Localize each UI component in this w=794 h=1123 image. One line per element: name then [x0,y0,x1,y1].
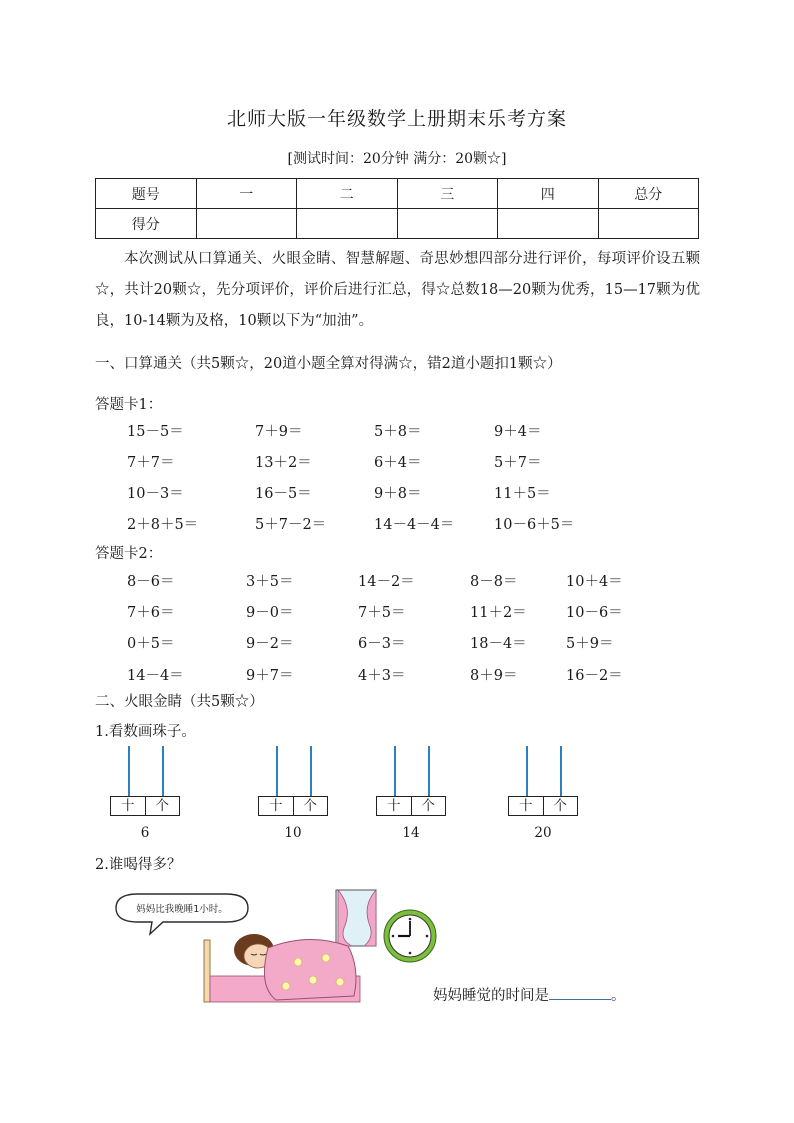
abacus-number: 6 [140,825,150,841]
math-problem: 14－4－4＝ [374,517,455,533]
math-problem: 0＋5＝ [127,636,175,652]
score-cell: 得分 [96,209,197,239]
ones-label: 个 [155,798,169,814]
score-input-cell[interactable] [196,209,297,239]
math-problem: 6＋4＝ [374,455,422,471]
tens-label: 十 [259,797,294,815]
math-problem: 7＋9＝ [255,424,303,440]
ones-rod [428,746,430,796]
score-cell: 二 [297,179,398,209]
math-problem: 3＋5＝ [246,574,294,590]
tens-rod [526,746,528,796]
math-problem: 10＋4＝ [566,574,623,590]
math-problem: 13＋2＝ [255,455,312,471]
ones-rod [560,746,562,796]
math-problem: 6－3＝ [358,636,406,652]
math-problem: 9＋7＝ [246,668,294,684]
score-input-cell[interactable] [297,209,398,239]
score-input-cell[interactable] [397,209,498,239]
card-1-row [0,482,794,502]
wall-clock-icon [384,910,436,962]
place-value-box [376,796,446,816]
math-problem: 10－6＋5＝ [494,517,575,533]
abacus-number: 14 [402,825,420,841]
score-table-score-row [96,209,699,239]
math-problem: 2＋8＋5＝ [127,517,199,533]
math-problem: 5＋7－2＝ [255,517,327,533]
score-cell: 一 [196,179,297,209]
card-1-row [0,451,794,471]
bedtime-illustration [108,888,443,1003]
score-cell: 三 [397,179,498,209]
math-problem: 9＋8＝ [374,486,422,502]
math-problem: 8－8＝ [470,574,518,590]
tens-rod [276,746,278,796]
answer-prefix: 妈妈睡觉的时间是 [433,988,549,1004]
score-cell: 四 [498,179,599,209]
math-problem: 11＋2＝ [470,605,527,621]
answer-card-2-label: 答题卡2： [95,546,163,562]
card-2-row [0,664,794,684]
tens-label: 十 [509,797,544,815]
math-problem: 7＋6＝ [127,605,175,621]
math-problem: 16－5＝ [255,486,312,502]
card-1-row [0,420,794,440]
ones-label: 个 [421,798,435,814]
abacus-diagram[interactable] [110,746,180,841]
math-problem: 18－4＝ [470,636,527,652]
tens-rod [128,746,130,796]
math-problem: 9－2＝ [246,636,294,652]
place-value-box [110,796,180,816]
score-input-cell[interactable] [598,209,699,239]
card-1-row [0,513,794,533]
math-problem: 10－6＝ [566,605,623,621]
abacus-diagram[interactable] [376,746,446,841]
math-problem: 16－2＝ [566,668,623,684]
math-problem: 4＋3＝ [358,668,406,684]
score-cell: 题号 [96,179,197,209]
card-2-row [0,570,794,590]
card-2-row [0,601,794,621]
blanket [264,939,356,1000]
page-title: 北师大版一年级数学上册期末乐考方案 [226,108,567,130]
abacus-number: 10 [284,825,302,841]
answer-suffix: 。 [611,988,626,1004]
window-curtain [336,890,376,946]
math-problem: 9－0＝ [246,605,294,621]
page-subtitle: [测试时间：20分钟 满分：20颗☆] [287,151,507,167]
ones-label: 个 [553,798,567,814]
score-cell: 总分 [598,179,699,209]
ones-label: 个 [303,798,317,814]
math-problem: 8－6＝ [127,574,175,590]
intro-paragraph: 本次测试从口算通关、火眼金睛、智慧解题、奇思妙想四部分进行评价，每项评价设五颗☆，共计20颗☆，先分项评价，评价后进行汇总，得☆总数18—20颗为优秀，15—17颗为优良，10-14颗为及格，10颗以下为“加油”。 [95,251,700,329]
answer-blank[interactable] [549,985,611,1000]
math-problem: 9＋4＝ [494,424,542,440]
math-problem: 15－5＝ [127,424,184,440]
card-2-row [0,632,794,652]
ones-rod [310,746,312,796]
score-input-cell[interactable] [498,209,599,239]
question-1-text: 1.看数画珠子。 [95,724,196,740]
ones-rod [162,746,164,796]
tens-rod [394,746,396,796]
math-problem: 10－3＝ [127,486,184,502]
place-value-box [258,796,328,816]
abacus-number: 20 [534,825,552,841]
answer-card-1-label: 答题卡1： [95,397,163,413]
math-problem: 5＋8＝ [374,424,422,440]
math-problem: 11＋5＝ [494,486,551,502]
abacus-diagram[interactable] [508,746,578,841]
abacus-diagram[interactable] [258,746,328,841]
section-1-heading: 一、口算通关（共5颗☆，20道小题全算对得满☆，错2道小题扣1颗☆） [95,356,562,372]
math-problem: 14－2＝ [358,574,415,590]
tens-label: 十 [377,797,412,815]
score-table [95,178,699,239]
speech-bubble-text: 妈妈比我晚睡1小时。 [136,904,228,915]
speech-bubble [116,894,248,934]
math-problem: 5＋9＝ [566,636,614,652]
math-problem: 14－4＝ [127,668,184,684]
answer-line [433,984,626,1005]
tens-label: 十 [111,797,146,815]
math-problem: 7＋7＝ [127,455,175,471]
math-problem: 8＋9＝ [470,668,518,684]
math-problem: 5＋7＝ [494,455,542,471]
place-value-box [508,796,578,816]
question-2-text: 2.谁喝得多？ [95,857,182,873]
score-table-header-row [96,179,699,209]
section-2-heading: 二、火眼金睛（共5颗☆） [95,694,264,710]
math-problem: 7＋5＝ [358,605,406,621]
